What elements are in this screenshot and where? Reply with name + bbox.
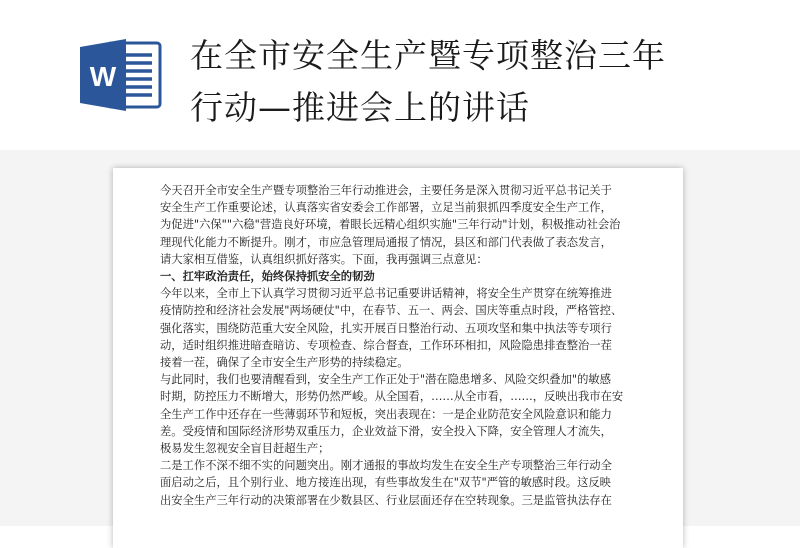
body-line: 今年以来，全市上下认真学习贯彻习近平总书记重要讲话精神，将安全生产贯穿在统筹推进: [160, 287, 612, 301]
section-heading: 一、扛牢政治责任，始终保持抓安全的韧劲: [160, 270, 375, 284]
document-body: [160, 182, 640, 509]
body-line: 出安全生产三年行动的决策部署在少数县区、行业层面还存在空转现象。三是监管执法存在: [160, 493, 612, 507]
body-line: 与此同时，我们也要清醒看到，安全生产工作正处于"潜在隐患增多、风险交织叠加"的敏感: [160, 373, 611, 387]
body-line: 为促进"六保""六稳"营造良好环境，着眼长远精心组织实施"三年行动"计划，积极推动社会治: [160, 218, 621, 232]
title-line: 行动—推进会上的讲话: [190, 88, 530, 127]
body-line: 强化落实，围绕防范重大安全风险，扎实开展百日整治行动、五项攻坚和集中执法等专项行: [160, 321, 612, 335]
body-line: 接着一茬，确保了全市安全生产形势的持续稳定。: [160, 356, 409, 370]
body-line: 差。受疫情和国际经济形势双重压力，企业效益下滑，安全投入下降，安全管理人才流失，: [160, 424, 612, 438]
body-line: 请大家相互借鉴，认真组织抓好落实。下面，我再强调三点意见：: [160, 252, 488, 266]
body-line: 极易发生忽视安全盲目赶超生产；: [160, 442, 330, 456]
word-letter: W: [89, 61, 117, 92]
body-line: 时期，防控压力不断增大，形势仍然严峻。从全国看，……从全市看，……，反映出我市在安: [160, 390, 624, 404]
word-doc-icon: [78, 37, 164, 113]
body-line: 面启动之后，且个别行业、地方接连出现，有些事故发生在"双节"严管的敏感时段。这反映: [160, 476, 611, 490]
body-line: 疫情防控和经济社会发展"两场硬仗"中，在春节、五一、两会、国庆等重点时段，严格管控、: [160, 304, 623, 318]
body-line: 动，适时组织推进暗查暗访、专项检查、综合督查，工作环环相扣，风险隐患排查整治一茬: [160, 338, 612, 352]
page-title: [190, 30, 780, 134]
page-header: [0, 0, 800, 150]
body-line: 今天召开全市安全生产暨专项整治三年行动推进会，主要任务是深入贯彻习近平总书记关于: [160, 184, 612, 197]
body-line: 安全生产工作重要论述，认真落实省安委会工作部署，立足当前狠抓四季度安全生产工作，: [160, 201, 612, 215]
body-line: 二是工作不深不细不实的问题突出。刚才通报的事故均发生在安全生产专项整治三年行动全: [160, 459, 612, 473]
title-line: 在全市安全生产暨专项整治三年: [190, 36, 666, 75]
body-line: 理现代化能力不断提升。刚才，市应急管理局通报了情况，县区和部门代表做了表态发言，: [160, 235, 612, 249]
body-line: 全生产工作中还存在一些薄弱环节和短板，突出表现在：一是企业防范安全风险意识和能力: [160, 407, 612, 421]
